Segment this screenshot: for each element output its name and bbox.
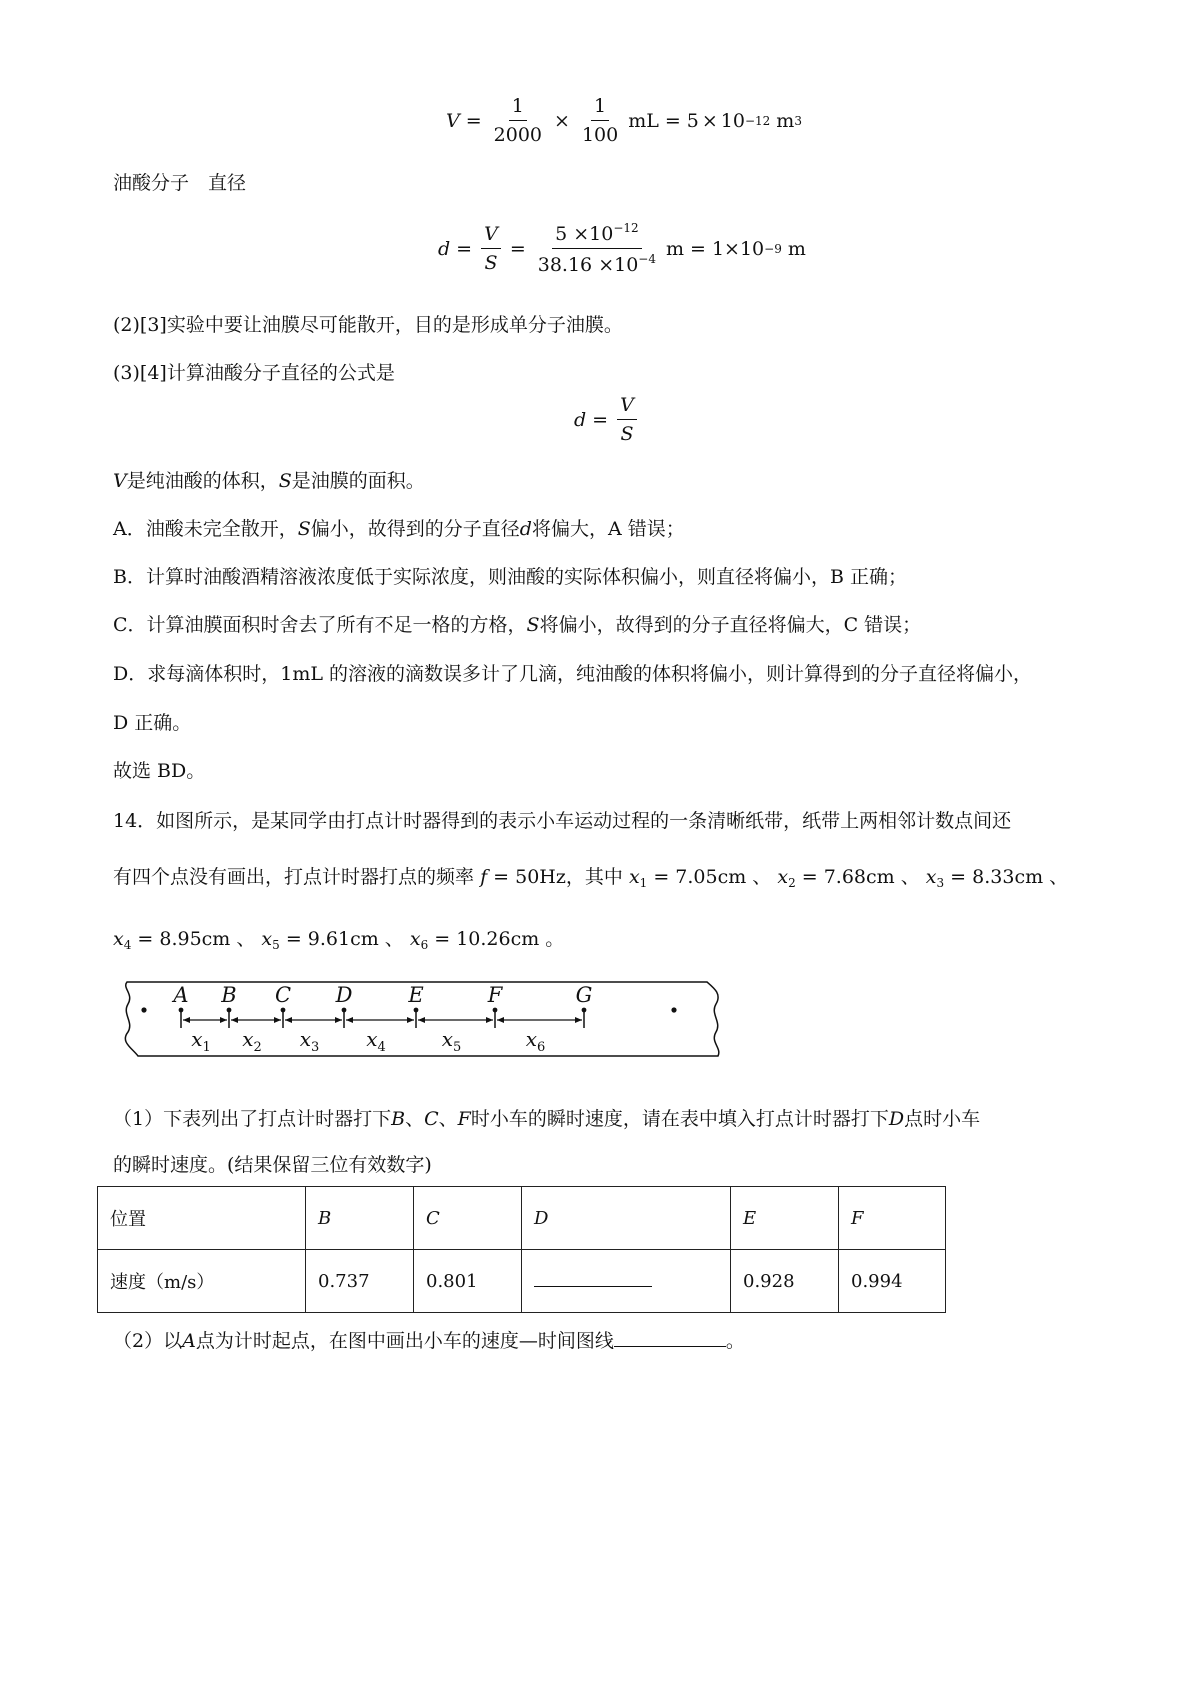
question-14-line3: $x_4 = 8.95cm$ 、 $x_5 = 9.61cm$ 、 $x_6 = 10.26cm$ 。 xyxy=(113,928,565,952)
tape-label-D: D xyxy=(335,983,353,1007)
tape-dot-C xyxy=(281,1008,286,1013)
tape-dot-F xyxy=(493,1008,498,1013)
table-cell: E xyxy=(731,1187,839,1250)
table-cell: 0.737 xyxy=(306,1250,414,1313)
arrowhead xyxy=(418,1017,425,1023)
arrowhead xyxy=(285,1017,292,1023)
tape-label-C: C xyxy=(274,983,292,1007)
table-cell: D xyxy=(522,1187,731,1250)
equation-volume: V = $\frac{1}{2000}$ × $\frac{1}{100}$ mL = 5 × 10 −12 m 3 xyxy=(446,95,802,146)
tape-dot-start xyxy=(141,1007,146,1012)
eq-v-symbol: V xyxy=(446,109,460,132)
option-d-line2: D 正确。 xyxy=(113,712,192,734)
paragraph-vs-definition: V是纯油酸的体积，S是油膜的面积。 xyxy=(113,470,425,492)
tape-dot-B xyxy=(227,1008,232,1013)
equation-diameter: d = $\frac{V}{S}$ = $\frac{5 \times 10^{-12}}{38.16 \times 10^{-4}}$ m = 1 ×10 −9 m xyxy=(438,221,806,276)
conclusion: 故选 BD。 xyxy=(113,760,206,782)
segment-label-x5: $x_5$ xyxy=(441,1027,462,1055)
question-1-line2: 的瞬时速度。(结果保留三位有效数字) xyxy=(113,1154,432,1176)
tape-dot-E xyxy=(414,1008,419,1013)
tape-label-E: E xyxy=(408,983,424,1007)
fraction-v-over-s: $\frac{V}{S}$ xyxy=(481,224,501,274)
question-1-line1: （1）下表列出了打点计时器打下B、C、F时小车的瞬时速度，请在表中填入打点计时器打下D点时小车 xyxy=(113,1108,981,1130)
tape-label-B: B xyxy=(221,983,237,1007)
arrowhead xyxy=(274,1017,281,1023)
table-cell: 0.994 xyxy=(839,1250,946,1313)
arrowhead xyxy=(335,1017,342,1023)
tape-label-F: F xyxy=(487,983,503,1007)
option-a: A．油酸未完全散开，S偏小，故得到的分子直径d将偏大，A 错误； xyxy=(113,518,685,540)
diameter-label: 油酸分子 直径 xyxy=(113,172,247,194)
segment-label-x2: $x_2$ xyxy=(242,1027,262,1055)
option-d-line1: D．求每滴体积时，1mL 的溶液的滴数误多计了几滴，纯油酸的体积将偏小，则计算得到的分子直径将偏小， xyxy=(113,663,1032,685)
table-cell: F xyxy=(839,1187,946,1250)
fraction-1-2000: $\frac{1}{2000}$ xyxy=(493,95,543,146)
blank-line xyxy=(534,1270,652,1287)
segment-label-x6: $x_6$ xyxy=(525,1027,546,1055)
fraction-numeric: $\frac{5 \times 10^{-12}}{38.16 \times 10^{-4}}$ xyxy=(537,221,656,276)
segment-label-x3: $x_3$ xyxy=(299,1027,320,1055)
table-cell: 位置 xyxy=(98,1187,306,1250)
answer-blank-graph[interactable] xyxy=(614,1330,726,1347)
arrowhead xyxy=(575,1017,582,1023)
table-row xyxy=(98,1187,946,1250)
answer-blank-d[interactable] xyxy=(522,1250,731,1313)
question-14-line1: 14．如图所示，是某同学由打点计时器得到的表示小车运动过程的一条清晰纸带，纸带上两相邻计数点间还 xyxy=(113,810,1012,832)
ticker-tape-diagram xyxy=(118,978,726,1060)
tape-dot-G xyxy=(582,1008,587,1013)
arrowhead xyxy=(231,1017,238,1023)
table-row xyxy=(98,1250,946,1313)
table-cell: 0.928 xyxy=(731,1250,839,1313)
tape-label-A: A xyxy=(173,983,189,1007)
arrowhead xyxy=(407,1017,414,1023)
arrowhead xyxy=(183,1017,190,1023)
arrowhead xyxy=(220,1017,227,1023)
table-cell: C xyxy=(414,1187,522,1250)
fraction-1-100: $\frac{1}{100}$ xyxy=(581,95,619,146)
paragraph-3: (3)[4]计算油酸分子直径的公式是 xyxy=(113,362,395,384)
option-b: B．计算时油酸酒精溶液浓度低于实际浓度，则油酸的实际体积偏小，则直径将偏小，B 正确； xyxy=(113,566,907,588)
velocity-table xyxy=(97,1186,946,1313)
table-cell: B xyxy=(306,1187,414,1250)
paragraph-2: (2)[3]实验中要让油膜尽可能散开，目的是形成单分子油膜。 xyxy=(113,314,623,336)
tape-label-G: G xyxy=(575,983,593,1007)
equation-formula: d = $\frac{V}{S}$ xyxy=(574,395,640,445)
arrowhead xyxy=(486,1017,493,1023)
tape-dot-A xyxy=(179,1008,184,1013)
arrowhead xyxy=(346,1017,353,1023)
arrowhead xyxy=(497,1017,504,1023)
question-2: （2）以A点为计时起点，在图中画出小车的速度—时间图线 。 xyxy=(113,1330,745,1352)
segment-label-x4: $x_4$ xyxy=(366,1027,386,1055)
tape-dot-D xyxy=(342,1008,347,1013)
segment-label-x1: $x_1$ xyxy=(191,1027,211,1055)
tape-dot-end xyxy=(671,1007,676,1012)
option-c: C．计算油膜面积时舍去了所有不足一格的方格，S将偏小，故得到的分子直径将偏大，C 错误； xyxy=(113,614,922,636)
question-14-line2: 有四个点没有画出，打点计时器打点的频率 f = 50Hz，其中 $x_1 = 7.05cm$ 、 $x_2 = 7.68cm$ 、 $x_3 = 8.33cm$ 、 xyxy=(113,866,1069,890)
table-cell: 速度（m/s） xyxy=(98,1250,306,1313)
table-cell: 0.801 xyxy=(414,1250,522,1313)
